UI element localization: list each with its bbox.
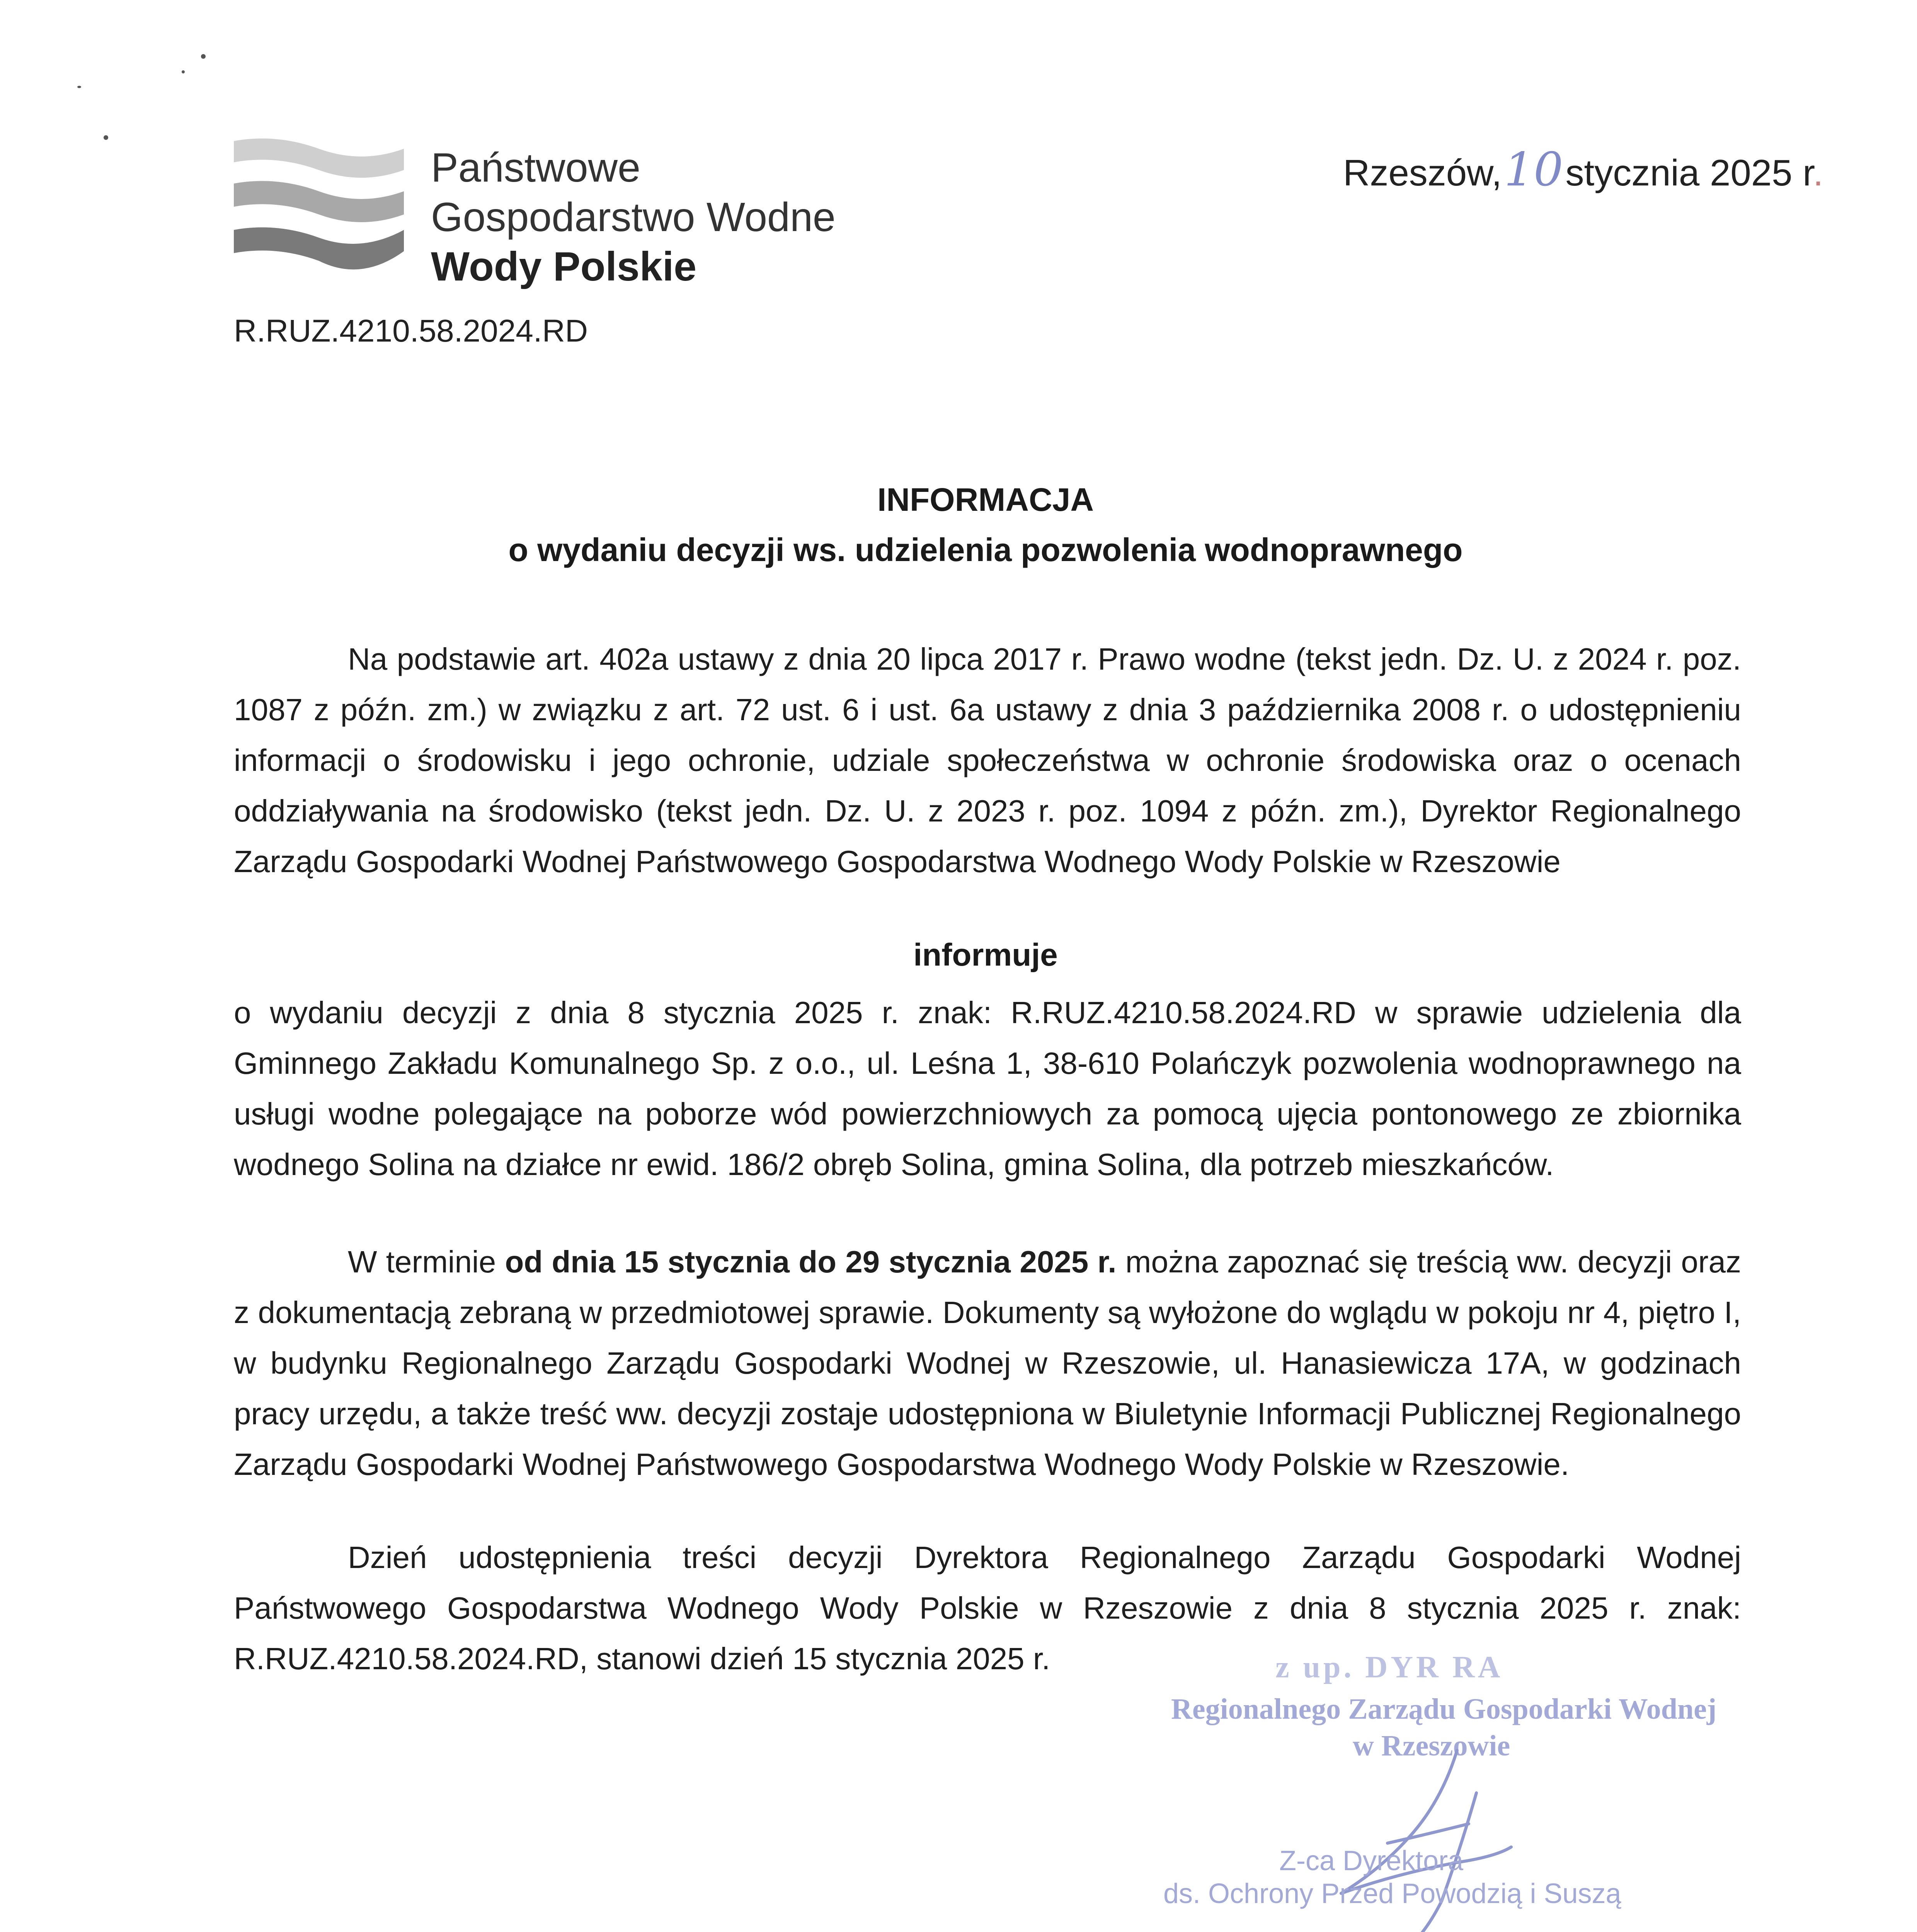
date-month-year: stycznia 2025 r xyxy=(1565,152,1813,194)
scan-speck xyxy=(77,86,81,88)
scan-speck xyxy=(182,70,185,73)
organization-name xyxy=(431,143,836,291)
stamp-office: Regionalnego Zarządu Gospodarki Wodnej xyxy=(1171,1693,1717,1725)
wody-polskie-waves-icon xyxy=(234,133,404,284)
informuje-heading: informuje xyxy=(913,937,1058,973)
org-name-line1: Państwowe xyxy=(431,145,641,190)
scan-speck xyxy=(201,54,206,59)
date-city: Rzeszów, xyxy=(1343,152,1502,194)
date-period: . xyxy=(1813,152,1823,194)
stamp-city: w Rzeszowie xyxy=(1353,1730,1510,1762)
paragraph-legal-basis: Na podstawie art. 402a ustawy z dnia 20 lipca 2017 r. Prawo wodne (tekst jedn. Dz. U. z 2024 r. poz. 1087 z późn. zm.) w związku z art. 72 ust. 6 i ust. 6a ustawy z dnia 3 października 2008 r. o udostępnieniu informacji o środowisku i jego ochronie, udziale społeczeństwa w ochronie środowiska oraz o ocenach oddziaływania na środowisko (tekst jedn. Dz. U. z 2023 r. poz. 1094 z późn. zm.), Dyrektor Regionalnego Zarządu Gospodarki Wodnej Państwowego Gospodarstwa Wodnego Wody Polskie w Rzeszowie xyxy=(234,642,1741,879)
stamp-role: Z-ca Dyrektora xyxy=(1279,1845,1464,1876)
document-date xyxy=(1343,143,1823,197)
org-name-line3: Wody Polskie xyxy=(431,244,697,289)
paragraph-inspection-period xyxy=(234,1236,1741,1490)
stamp-upper-line: z up. DYR RA xyxy=(1275,1650,1503,1684)
p3-start: W terminie xyxy=(348,1245,505,1279)
document-title: INFORMACJA xyxy=(877,481,1094,518)
paragraph-decision: o wydaniu decyzji z dnia 8 stycznia 2025 r. znak: R.RUZ.4210.58.2024.RD w sprawie udzielenia dla Gminnego Zakładu Komunalnego Sp. z o.o., ul. Leśna 1, 38-610 Polańczyk pozwolenia wodnoprawnego na usługi wodne polegające na poborze wód powierzchniowych za pomocą ujęcia pontonowego ze zbiornika wodnego Solina na działce nr ewid. 186/2 obręb Solina, gmina Solina, dla potrzeb mieszkańców. xyxy=(234,995,1741,1182)
document-subtitle: o wydaniu decyzji ws. udzielenia pozwolenia wodnoprawnego xyxy=(508,532,1463,568)
paragraph-publication-date: Dzień udostępnienia treści decyzji Dyrektora Regionalnego Zarządu Gospodarki Wodnej Państwowego Gospodarstwa Wodnego Wody Polskie w Rzeszowie z dnia 8 stycznia 2025 r. znak: R.RUZ.4210.58.2024.RD, stanowi dzień 15 stycznia 2025 r. xyxy=(234,1540,1741,1676)
p3-dates: od dnia 15 stycznia do 29 stycznia 2025 r. xyxy=(505,1245,1117,1279)
reference-number: R.RUZ.4210.58.2024.RD xyxy=(234,313,588,349)
date-day-handwritten: 10 xyxy=(1504,143,1563,197)
org-name-line2: Gospodarstwo Wodne xyxy=(431,194,836,240)
p3-rest: można zapoznać się treścią ww. decyzji oraz z dokumentacją zebraną w przedmiotowej sprawie. Dokumenty są wyłożone do wglądu w pokoju nr 4, piętro I, w budynku Regionalnego Zarządu Gospodarki Wodnej w Rzeszowie, ul. Hanasiewicza 17A, w godzinach pracy urzędu, a także treść ww. decyzji zostaje udostępniona w Biuletynie Informacji Publicznej Regionalnego Zarządu Gospodarki Wodnej Państwowego Gospodarstwa Wodnego Wody Polskie w Rzeszowie. xyxy=(234,1245,1741,1481)
stamp-department: ds. Ochrony Przed Powodzią i Suszą xyxy=(1163,1878,1621,1909)
scan-speck xyxy=(104,135,108,140)
